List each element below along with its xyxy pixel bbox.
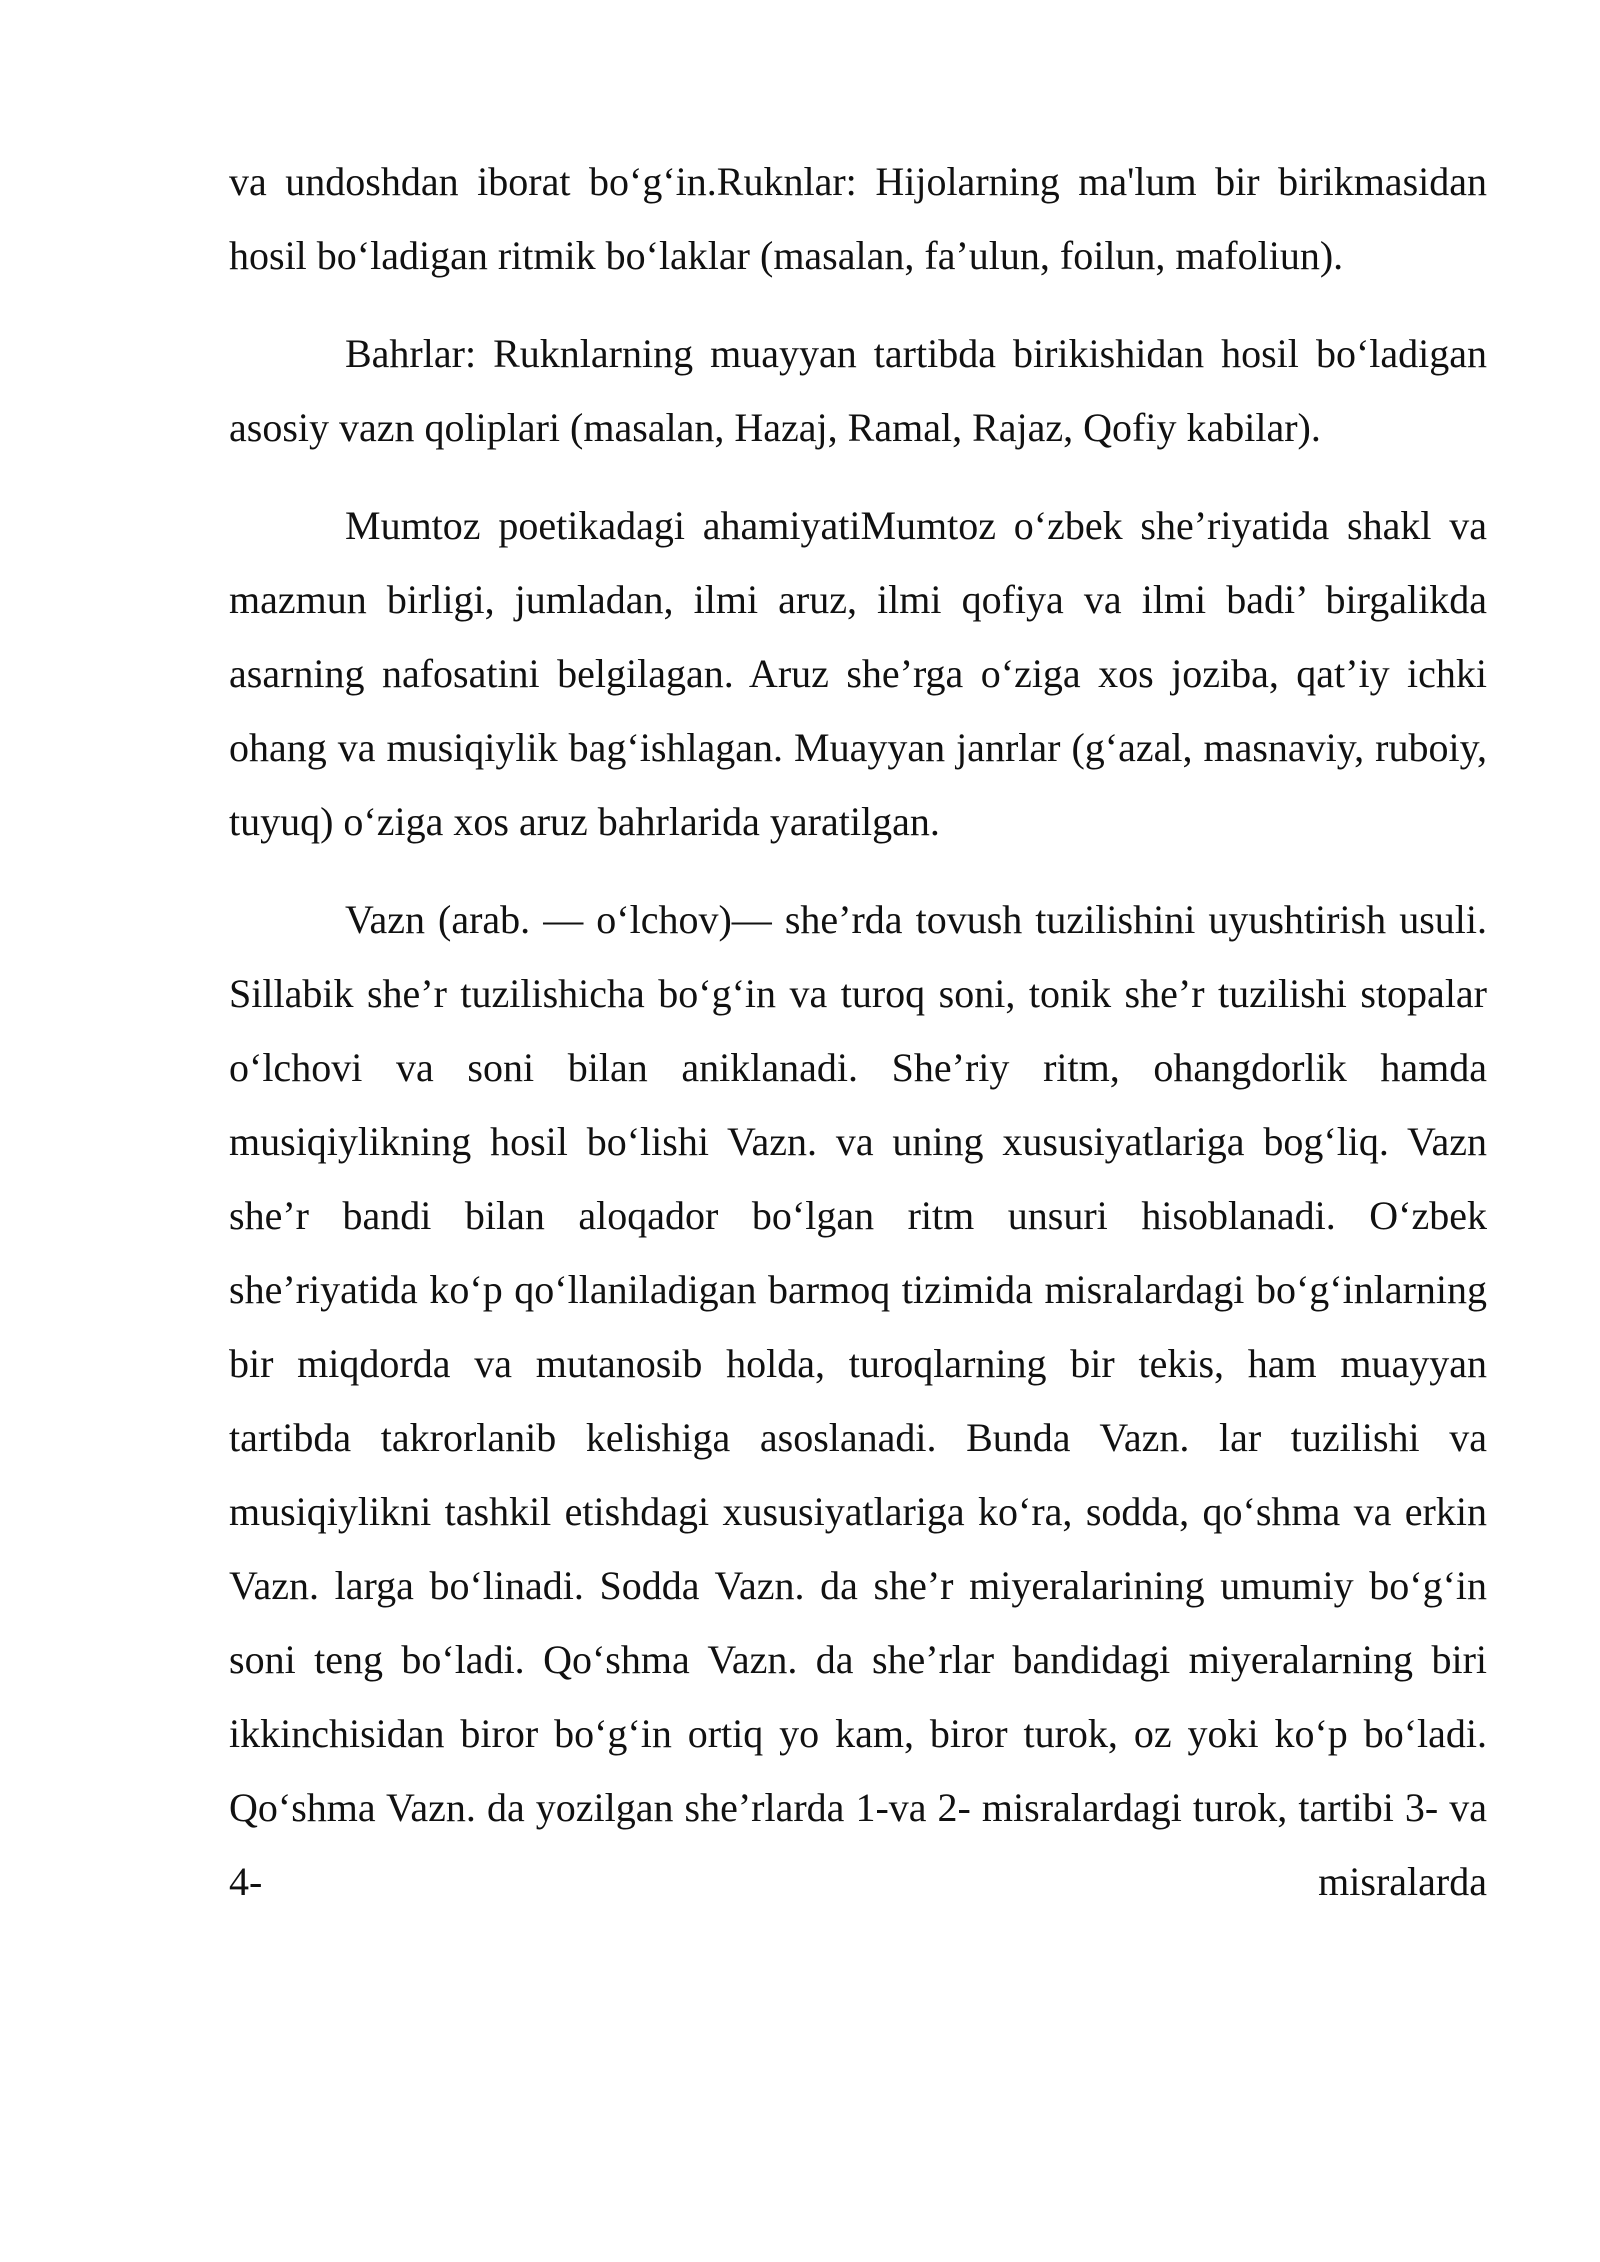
paragraph-bahrlar: Bahrlar: Ruknlarning muayyan tartibda birikishidan hosil bo‘ladigan asosiy vazn qoliplari (masalan, Hazaj, Ramal, Rajaz, Qofiy kabilar).: [229, 331, 1487, 450]
paragraph-vazn: Vazn (arab. — o‘lchov)— she’rda tovush tuzilishini uyushtirish usuli. Sillabik she’r tuzilishicha bo‘g‘in va turoq soni, tonik she’r tuzilishi stopalar o‘lchovi va soni bilan aniklanadi. She’riy ritm, ohangdorlik hamda musiqiylikning hosil bo‘lishi Vazn. va uning xususiyatlariga bog‘liq. Vazn she’r bandi bilan aloqador bo‘lgan ritm unsuri hisoblanadi. O‘zbek she’riyatida ko‘p qo‘llaniladigan barmoq tizimida misralardagi bo‘g‘inlarning bir miqdorda va mutanosib holda, turoqlarning bir tekis, ham muayyan tartibda takrorlanib kelishiga asoslanadi. Bunda Vazn. lar tuzilishi va musiqiylikni tashkil etishdagi xususiyatlariga ko‘ra, sodda, qo‘shma va erkin Vazn. larga bo‘linadi. Sodda Vazn. da she’r miyeralarining umumiy bo‘g‘in soni teng bo‘ladi. Qo‘shma Vazn. da she’rlar bandidagi miyeralarning biri ikkinchisidan biror bo‘g‘in ortiq yo kam, biror turok, oz yoki ko‘p bo‘ladi. Qo‘shma Vazn. da yozilgan she’rlarda 1-va 2- misralardagi turok, tartibi 3- va 4- misralarda: [229, 897, 1487, 1904]
document-page: [229, 145, 1487, 1919]
paragraph-ruknlar: va undoshdan iborat bo‘g‘in.Ruknlar: Hijolarning ma'lum bir birikmasidan hosil bo‘ladigan ritmik bo‘laklar (masalan, fa’ulun, foilun, mafoliun).: [229, 159, 1487, 278]
paragraph-mumtoz-poetika: Mumtoz poetikadagi ahamiyatiMumtoz o‘zbek she’riyatida shakl va mazmun birligi, jumladan, ilmi aruz, ilmi qofiya va ilmi badi’ birgalikda asarning nafosatini belgilagan. Aruz she’rga o‘ziga xos joziba, qat’iy ichki ohang va musiqiylik bag‘ishlagan. Muayyan janrlar (g‘azal, masnaviy, ruboiy, tuyuq) o‘ziga xos aruz bahrlarida yaratilgan.: [229, 503, 1487, 844]
